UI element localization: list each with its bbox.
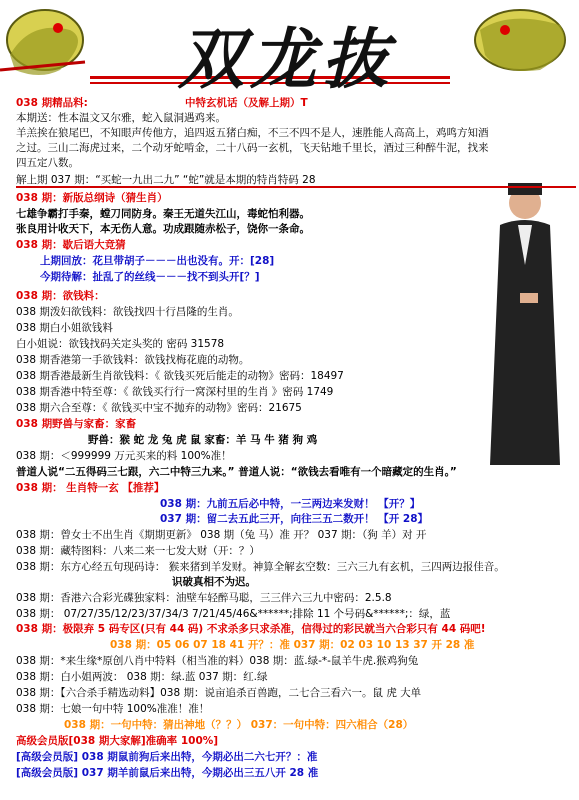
text-line: 普道人说“二五得码三七跟，六二中特三九来。” 普道人说：“欲钱去看唯有一个暗藏定的生肖。” (16, 466, 457, 478)
text-line: 038 期：香港六合彩光碟独家料：油壁车轻醉马聪，三三伴六三九中密码：2.5.8 (16, 592, 392, 604)
text-line: 038 期：欲钱料： (16, 290, 105, 302)
text-line: 038 期：歇后语大竞猜 (16, 239, 126, 251)
text-line: 038 期香港中特至尊：《 欲钱买行行一窝深村里的生肖 》密码 1749 (16, 386, 334, 398)
text-line: 羊羔挨在狼尾巴，不知眼声传他方，追四返五猪白痴，不三不四不是人，速胜能人高高上，鸡鸣方知酒 (16, 127, 489, 139)
text-line: 038 期：白小姐两波： 038 期：绿.蓝 037 期：红.绿 (16, 671, 268, 683)
text-line: 038 期精品料: (16, 97, 88, 109)
text-line: 038 期白小姐欲钱料 (16, 322, 113, 334)
man-figure-image (480, 175, 565, 475)
page-title: 双龙抜 (178, 20, 394, 98)
text-line: [高级会员版] 037 期羊前鼠后来出特，今期必出三五八开 28 准 (16, 767, 319, 779)
text-line: 038 期香港第一手欲钱料：欲钱找梅花鹿的动物。 (16, 354, 250, 366)
text-line: 识破真相不为迟。 (172, 576, 256, 588)
text-line: 038 期泼妇欲钱料：欲钱找四十行昌隆的生肖。 (16, 306, 239, 318)
left-dragon-icon (0, 10, 85, 75)
text-line: 038 期：东方心经五句现码诗： 猴来猪到羊发财。神算全解玄空数：三六三九有玄机，三四两边报佳音。 (16, 561, 505, 573)
text-line: 038 期： 生肖特一玄 【推荐】 (16, 482, 165, 494)
text-line: 038 期：曾女士不出生肖《期期更新》 038 期（兔 马）准 开？ 037 期：（狗 羊）对 开 (16, 529, 427, 541)
text-line: 今期待解：扯乱了的丝线－－－找不到头开[？] (40, 271, 260, 283)
text-line: 白小姐说：欲钱找码关定头奖的 密码 31578 (16, 338, 225, 350)
text-line: 上期回放：花旦带胡子－－－出也没有。开：[28] (40, 255, 275, 267)
text-line: 038 期：七娘一句中特 100%准准！准！ (16, 703, 210, 715)
text-line: 037 期：留二去五此三开，向往三五二数开！ 【开 28】 (160, 513, 428, 525)
text-line: 038 期六合至尊：《 欲钱买中宝不抛弃的动物》密码：21675 (16, 402, 302, 414)
text-line: 038 期：一句中特：猜出神地（？？） 037：一句中特：四六相合（28） (64, 719, 414, 731)
text-line: 038 期：【六合杀手精选动料】038 期：说亩追杀百兽跑，二七合三看六一。鼠 虎 大单 (16, 687, 422, 699)
text-line: 038 期：极限弃 5 码专区(只有 44 码) 不求杀多只求杀准，信得过的彩民就当六合彩只有 44 码吧! (16, 623, 486, 635)
divider (16, 186, 576, 188)
right-dragon-icon (475, 10, 565, 71)
text-line: 之过。三山二海虎过来，二个动牙蛇啃金，二十八码一玄机，飞天钻地千里长，酒过三种醉牛泥，找来 (16, 142, 489, 154)
header-banner (0, 0, 579, 98)
text-line: 038 期：藏特图料：八来二来一七发大财（开：？） (16, 545, 260, 557)
text-line: 中特玄机话（及解上期）T (185, 97, 308, 109)
text-line: 038 期： 07/27/35/12/23/37/34/3 7/21/45/46&******;排除 11 个号码&******;：绿，蓝 (16, 608, 451, 620)
text-line: 解上期 037 期：“买蛇一九出二九” “蛇”就是本期的特肖特码 28 (16, 174, 316, 186)
text-line: 高级会员版[038 期大家解]准确率 100%] (16, 735, 219, 747)
text-line: 038 期野兽与家畜：家畜 (16, 418, 137, 430)
text-line: 张良用计收天下，本无伤人意。功成跟随赤松子，饶你一条命。 (16, 223, 310, 235)
text-line: 038 期：*来生缘*原创八肖中特料（相当准的料）038 期：蓝.绿-*-鼠羊牛虎.猴鸡狗兔 (16, 655, 419, 667)
text-line: 七雄争霸打手秦，螳刀同防身。秦王无道失江山，毒蛇怕利器。 (16, 208, 310, 220)
text-line: [高级会员版] 038 期鼠前狗后来出特，今期必出二六七开？：准 (16, 751, 318, 763)
text-line: 038 期：＜999999 万元买来的料 100%准！ (16, 450, 232, 462)
text-line: 野兽：猴 蛇 龙 兔 虎 鼠 家畜：羊 马 牛 猪 狗 鸡 (88, 434, 318, 446)
text-line: 038 期：新版总纲诗（猜生肖） (16, 192, 168, 204)
text-line: 038 期香港最新生肖欲钱料：《 欲钱买死后能走的动物》密码：18497 (16, 370, 344, 382)
text-line: 本期送：性本温文又尔雅，蛇入鼠洞遇鸡来。 (16, 112, 226, 124)
text-line: 四五定八数。 (16, 157, 79, 169)
text-line: 038 期：九前五后必中特，一三两边来发财！ 【开？】 (160, 498, 421, 510)
text-line: 038 期：05 06 07 18 41 开？：准 037 期：02 03 10 13 37 开 28 准 (110, 639, 475, 651)
